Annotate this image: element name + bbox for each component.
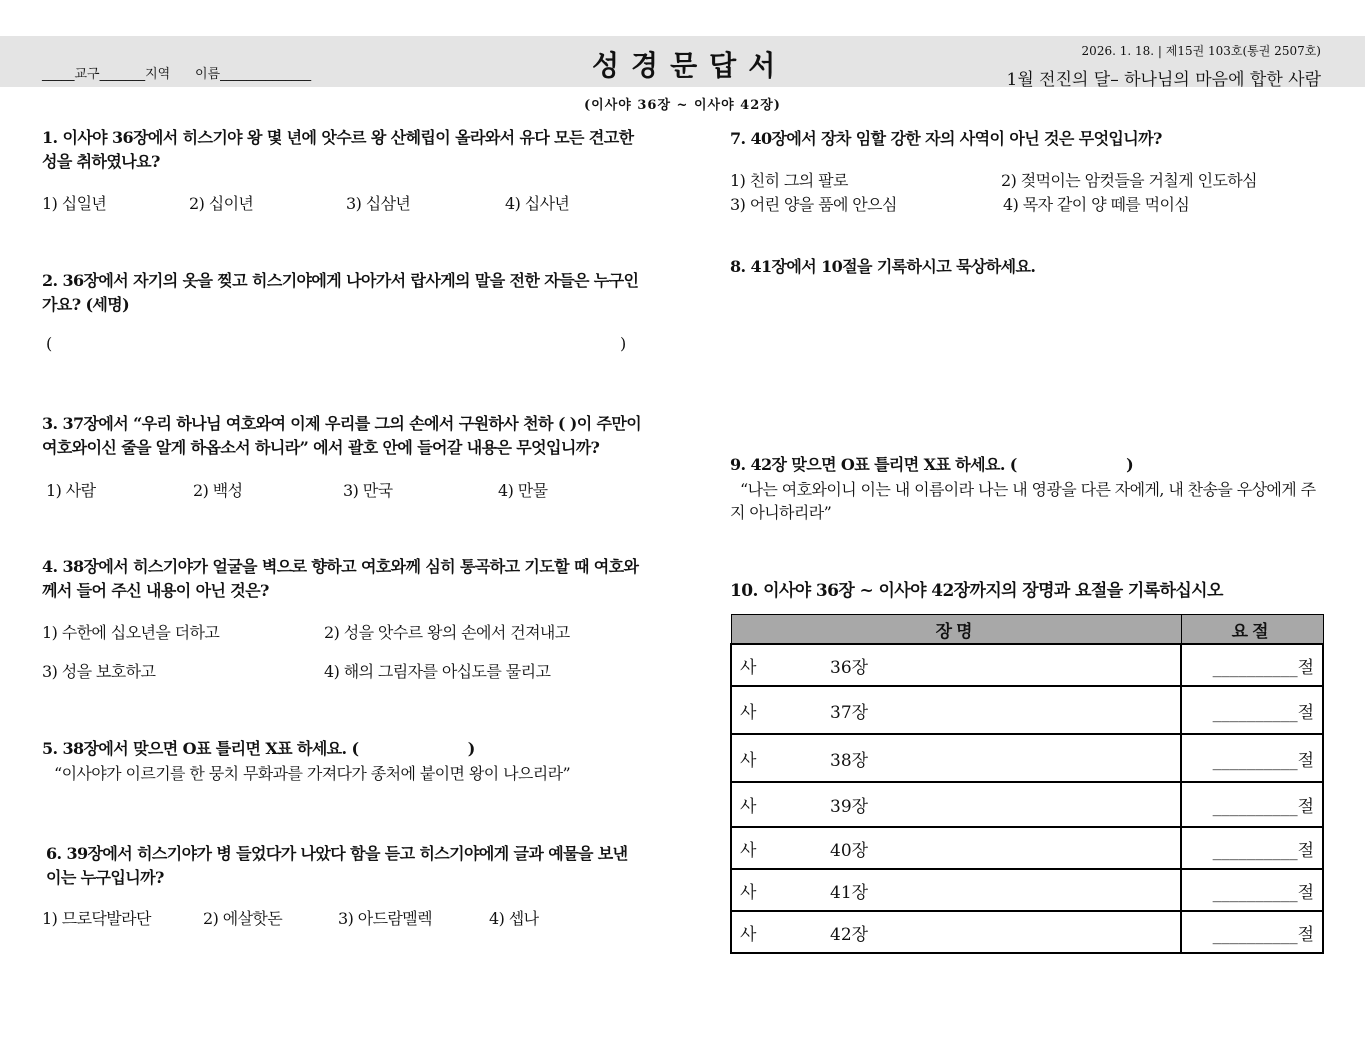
page-title: 성경문답서 <box>592 49 788 82</box>
table-row <box>731 827 1323 869</box>
verse-blank[interactable]: __________절 <box>1181 644 1323 686</box>
q6-option-3[interactable]: 3) 아드람멜렉 <box>338 909 432 928</box>
chapter-verse-table <box>730 614 1324 954</box>
column-header-verse: 요절 <box>1181 615 1323 645</box>
table-row <box>731 644 1323 686</box>
chapter-label: 41장 <box>830 882 869 903</box>
verse-blank[interactable]: __________절 <box>1181 734 1323 782</box>
q3-option-1[interactable]: 1) 사람 <box>46 481 96 500</box>
q4-option-4[interactable]: 4) 해의 그림자를 아십도를 물리고 <box>324 662 551 681</box>
verse-blank[interactable]: __________절 <box>1181 686 1323 734</box>
table-row <box>731 734 1323 782</box>
scripture-range: (이사야 36장 ~ 이사야 42장) <box>584 98 781 113</box>
q9-statement: “나는 여호와이니 이는 내 이름이라 나는 내 영광을 다른 자에게, 내 찬송을 우상에게 주지 아니하리라” <box>730 480 1316 522</box>
q2-answer-close[interactable]: ) <box>620 334 627 353</box>
q6-option-1[interactable]: 1) 므로닥발라단 <box>42 909 151 928</box>
q1-option-1[interactable]: 1) 십일년 <box>42 194 107 213</box>
q7-option-4[interactable]: 4) 목자 같이 양 떼를 먹이심 <box>1003 195 1190 214</box>
q3-option-2[interactable]: 2) 백성 <box>193 481 243 500</box>
question-2: 2. 36장에서 자기의 옷을 찢고 히스기야에게 나아가서 랍사게의 말을 전한 자들은 누구인가요? (세명) <box>42 271 639 314</box>
question-10: 10. 이사야 36장 ~ 이사야 42장까지의 장명과 요절을 기록하십시오 <box>730 581 1223 601</box>
book-abbr: 사 <box>740 797 757 817</box>
q6-option-4[interactable]: 4) 셉나 <box>489 909 539 928</box>
q4-option-2[interactable]: 2) 성을 앗수르 왕의 손에서 건져내고 <box>324 623 570 642</box>
issue-date: 2026. 1. 18. | 제15권 103호(통권 2507호) <box>1081 44 1321 58</box>
chapter-label: 38장 <box>830 750 869 771</box>
book-abbr: 사 <box>740 924 757 945</box>
q5-statement: “이사야가 이르기를 한 뭉치 무화과를 가져다가 종처에 붙이면 왕이 나으리라” <box>54 764 571 783</box>
question-3: 3. 37장에서 “우리 하나님 여호와여 이제 우리를 그의 손에서 구원하사 천하 ( )이 주만이 여호와이신 줄을 알게 하옵소서 하니라” 에서 괄호 안에 들어갈 내용은 무엇입니까? <box>42 414 642 457</box>
chapter-label: 39장 <box>830 797 869 817</box>
q6-option-2[interactable]: 2) 에살핫돈 <box>203 909 283 928</box>
q3-option-4[interactable]: 4) 만물 <box>498 481 548 500</box>
q1-option-3[interactable]: 3) 십삼년 <box>346 194 411 213</box>
verse-blank[interactable]: __________절 <box>1181 911 1323 953</box>
verse-blank[interactable]: __________절 <box>1181 782 1323 827</box>
verse-blank[interactable]: __________절 <box>1181 869 1323 911</box>
chapter-label: 40장 <box>830 840 869 861</box>
header-band <box>0 36 1365 90</box>
question-5: 5. 38장에서 맞으면 O표 틀리면 X표 하세요. ( ) <box>42 739 475 758</box>
q7-option-3[interactable]: 3) 어린 양을 품에 안으심 <box>730 195 897 214</box>
verse-blank[interactable]: __________절 <box>1181 827 1323 869</box>
table-row <box>731 869 1323 911</box>
book-abbr: 사 <box>740 657 757 678</box>
month-theme: 1월 전진의 달– 하나님의 마음에 합한 사람 <box>1006 70 1321 90</box>
table-row <box>731 686 1323 734</box>
q2-answer-open[interactable]: ( <box>46 334 53 353</box>
question-4: 4. 38장에서 히스기야가 얼굴을 벽으로 향하고 여호와께 심히 통곡하고 기도할 때 여호와께서 들어 주신 내용이 아닌 것은? <box>42 557 639 600</box>
question-7: 7. 40장에서 장차 임할 강한 자의 사역이 아닌 것은 무엇입니까? <box>730 129 1162 148</box>
book-abbr: 사 <box>740 882 757 903</box>
chapter-label: 37장 <box>830 702 869 723</box>
q1-option-2[interactable]: 2) 십이년 <box>189 194 254 213</box>
chapter-label: 36장 <box>830 657 869 678</box>
question-9: 9. 42장 맞으면 O표 틀리면 X표 하세요. ( ) <box>730 455 1134 474</box>
q3-option-3[interactable]: 3) 만국 <box>343 481 393 500</box>
q7-option-1[interactable]: 1) 친히 그의 팔로 <box>730 171 848 190</box>
book-abbr: 사 <box>740 750 757 771</box>
q4-option-1[interactable]: 1) 수한에 십오년을 더하고 <box>42 623 220 642</box>
q7-option-2[interactable]: 2) 젖먹이는 암컷들을 거칠게 인도하심 <box>1001 171 1258 190</box>
q1-option-4[interactable]: 4) 십사년 <box>505 194 570 213</box>
question-8: 8. 41장에서 10절을 기록하시고 묵상하세요. <box>730 257 1036 276</box>
table-row <box>731 782 1323 827</box>
book-abbr: 사 <box>740 840 757 861</box>
q4-option-3[interactable]: 3) 성을 보호하고 <box>42 662 156 681</box>
question-1: 1. 이사야 36장에서 히스기야 왕 몇 년에 앗수르 왕 산헤립이 올라와서 유다 모든 견고한 성을 취하였나요? <box>42 128 634 171</box>
question-6: 6. 39장에서 히스기야가 병 들었다가 나았다 함을 듣고 히스기야에게 글과 예물을 보낸이는 누구입니까? <box>46 844 628 887</box>
column-header-chapter: 장명 <box>731 615 1181 645</box>
table-row <box>731 911 1323 953</box>
name-fields[interactable]: _____교구_______지역 이름______________ <box>42 67 312 82</box>
chapter-label: 42장 <box>830 924 869 945</box>
book-abbr: 사 <box>740 702 757 723</box>
